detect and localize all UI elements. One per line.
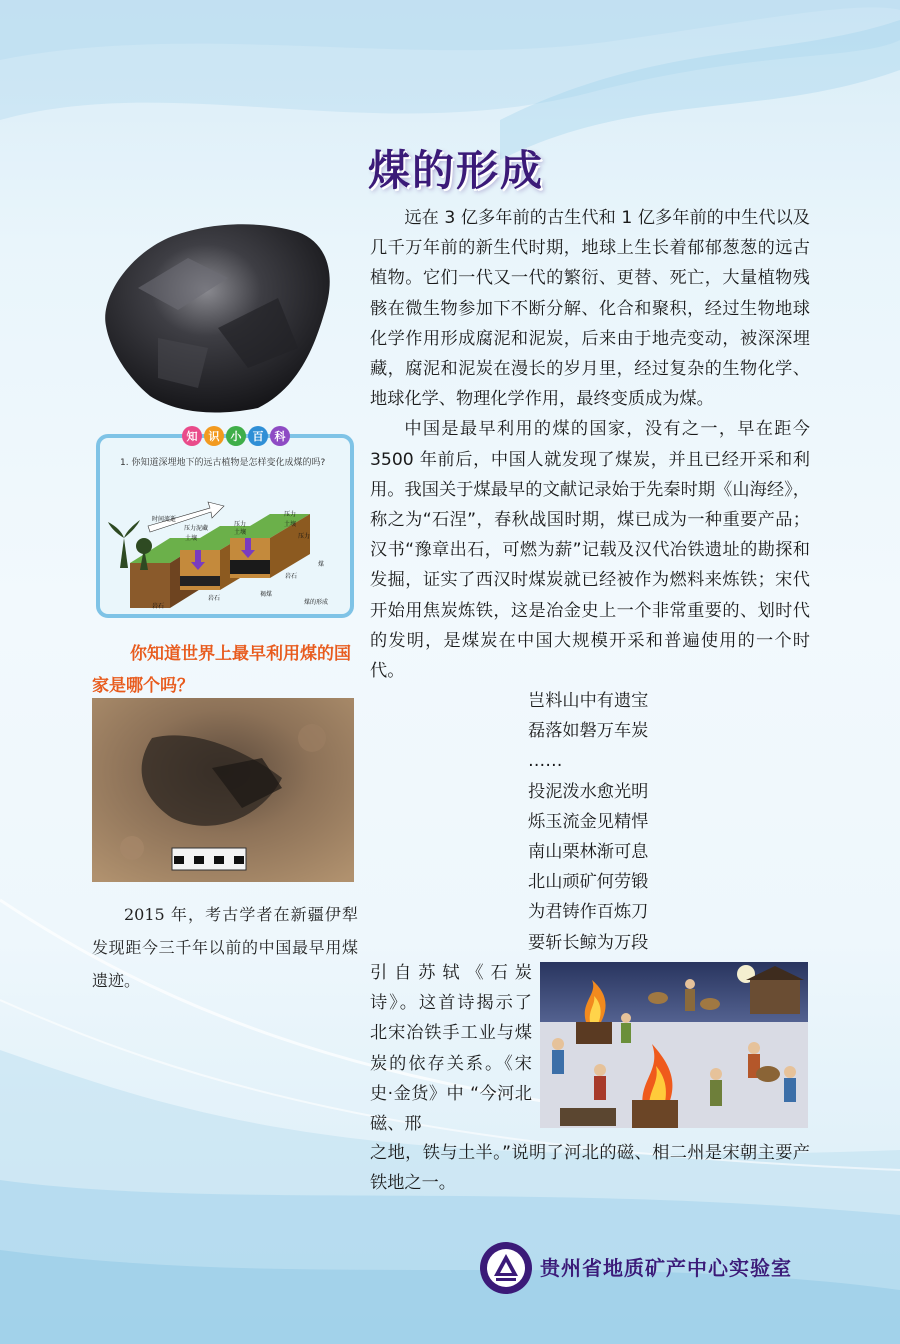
poem-source-text: 引自苏轼《石炭诗》。这首诗揭示了北宋冶铁手工业与煤炭的依存关系。《宋史·金货》中 “今河北磁、邢 bbox=[370, 963, 532, 1135]
song-iron-smelting-painting bbox=[540, 962, 808, 1128]
diagram-label: 岩石 bbox=[285, 573, 298, 580]
badge-char: 小 bbox=[226, 426, 246, 446]
poem-line: 北山顽矿何劳锻 bbox=[528, 872, 649, 893]
coal-site-photo bbox=[92, 698, 354, 882]
diagram-label: 压力 bbox=[298, 533, 311, 540]
badge-char: 科 bbox=[270, 426, 290, 446]
diagram-label: 土壤 bbox=[234, 529, 247, 536]
poem-line: 南山栗林渐可息 bbox=[528, 842, 649, 863]
diagram-label: 岩石 bbox=[152, 603, 165, 610]
coal-lump-image bbox=[98, 218, 338, 418]
question-heading: 你知道世界上最早利用煤的国家是哪个吗？ bbox=[92, 644, 351, 696]
diagram-label: 褐煤 bbox=[260, 591, 273, 598]
poem-line: 要斩长鲸为万段 bbox=[528, 932, 649, 953]
poem-line: 为君铸作百炼刀 bbox=[528, 902, 649, 923]
diagram-label: 煤 bbox=[318, 561, 325, 568]
main-text bbox=[370, 203, 810, 686]
institute-name: 贵州省地质矿产中心实验室 bbox=[540, 1256, 792, 1280]
badge-char: 百 bbox=[248, 426, 268, 446]
encyclopedia-badge bbox=[182, 426, 290, 446]
diagram-label: 土壤 bbox=[185, 535, 198, 542]
poem-source-text-continued: 之地，铁与土半。”说明了河北的磁、相二州是宋朝主要产铁地之一。 bbox=[370, 1143, 810, 1194]
paragraph-formation: 远在 3 亿多年前的古生代和 1 亿多年前的中生代以及几千万年前的新生代时期，地球上生长着郁郁葱葱的远古植物。它们一代又一代的繁衍、更替、死亡，大量植物残骸在微生物参加下不断分解、化合和聚积，经过生物地球化学作用形成腐泥和泥炭，后来由于地壳变动，被深深埋藏，腐泥和泥炭在漫长的岁月里，经过复杂的生物化学、地球化学、物理化学作用，最终变质成为煤。 bbox=[370, 208, 810, 410]
poem-line: 磊落如磐万车炭 bbox=[528, 721, 649, 742]
diagram-label: 压力 bbox=[234, 521, 247, 528]
poem-line: 投泥泼水愈光明 bbox=[528, 781, 649, 802]
badge-char: 知 bbox=[182, 426, 202, 446]
diagram-label: 压力 bbox=[284, 511, 297, 518]
encyclopedia-question: 1. 你知道深埋地下的远古植物是怎样变化成煤的吗? bbox=[120, 458, 326, 468]
page-title: 煤的形成 bbox=[368, 146, 545, 195]
badge-char: 识 bbox=[204, 426, 224, 446]
poem-line: 烁玉流金见精悍 bbox=[528, 811, 649, 832]
poem bbox=[528, 686, 648, 958]
institute-logo-icon bbox=[478, 1240, 534, 1296]
diagram-label: 时间流逝 bbox=[152, 516, 177, 523]
diagram-label: 压力泥藏 bbox=[184, 525, 209, 532]
encyclopedia-box bbox=[96, 434, 354, 618]
poem-line: …… bbox=[528, 751, 563, 772]
diagram-label: 煤的形成 bbox=[304, 599, 329, 606]
poem-line: 岂料山中有遗宝 bbox=[528, 691, 649, 711]
paragraph-history: 中国是最早利用的煤的国家，没有之一，早在距今 3500 年前后，中国人就发现了煤炭，并且已经开采和利用。我国关于煤最早的文献记录始于先秦时期《山海经》，称之为“石涅”，春秋战国时期，煤已成为一种重要产品；汉书“豫章出石，可燃为薪”记载及汉代冶铁遗址的勘探和发掘，证实了西汉时煤炭就已经被作为燃料来炼铁；宋代开始用焦炭炼铁，这是冶金史上一个非常重要的、划时代的发明，是煤炭在中国大规模开采和普遍使用的一个时代。 bbox=[370, 419, 810, 682]
photo-caption: 2015 年，考古学者在新疆伊犁发现距今三千年以前的中国最早用煤遗迹。 bbox=[92, 905, 358, 990]
coal-formation-diagram bbox=[100, 438, 350, 614]
diagram-label: 岩石 bbox=[208, 595, 221, 602]
diagram-label: 土壤 bbox=[284, 521, 297, 528]
